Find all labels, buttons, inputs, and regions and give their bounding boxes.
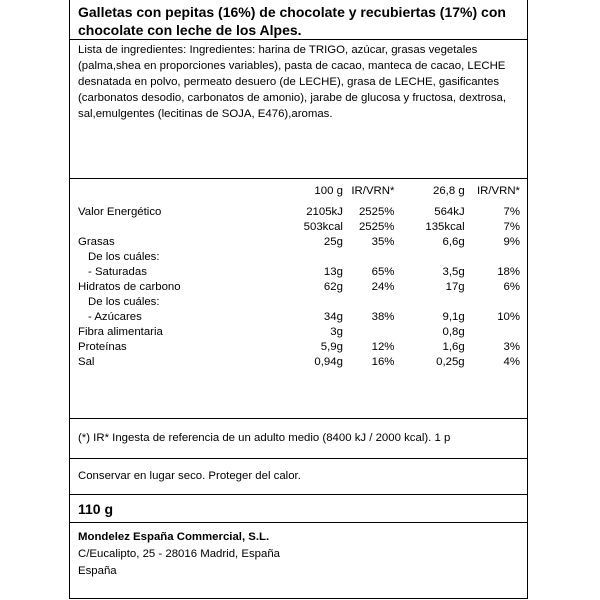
nutrition-cell-vp: 1,6g [442, 341, 465, 353]
nutrition-row [78, 325, 520, 340]
nutrition-cell-v100: 25g [323, 236, 343, 248]
divider-top [70, 39, 527, 40]
nutrition-cell-label: Proteínas [78, 341, 127, 353]
nutrition-header-row [78, 184, 520, 199]
nutrition-cell-ir100: 35% [371, 236, 395, 248]
nutrition-cell-vp: 17g [445, 281, 465, 293]
nutrition-cell-ir100 [343, 295, 395, 310]
nutrition-cell-ir100: 38% [371, 311, 395, 323]
nutrition-cell-vp: 6,6g [442, 236, 465, 248]
nutrition-row [78, 265, 520, 280]
nutrition-cell-vp: 3,5g [442, 266, 465, 278]
header-per-100g: 100 g [314, 185, 343, 197]
nutrition-cell-v100 [263, 295, 343, 310]
nutrition-row [78, 310, 520, 325]
nutrition-cell-ir100: 2525% [358, 221, 395, 233]
nutrition-cell-ir100: 16% [371, 356, 395, 368]
divider-storage [70, 458, 527, 459]
footnote: (*) IR* Ingesta de referencia de un adulto medio (8400 kJ / 2000 kcal). 1 p [78, 432, 451, 444]
nutrition-cell-irp: 9% [503, 236, 520, 248]
nutrition-table [78, 184, 520, 370]
nutrition-row [78, 340, 520, 355]
nutrition-cell-ir100: 24% [371, 281, 395, 293]
storage-instructions: Conservar en lugar seco. Proteger del calor. [78, 470, 301, 482]
nutrition-cell-irp: 7% [503, 206, 520, 218]
net-weight: 110 g [78, 501, 114, 517]
nutrition-row [78, 295, 520, 310]
header-ir-100g: IR/VRN* [351, 185, 395, 197]
nutrition-cell-irp: 7% [503, 221, 520, 233]
nutrition-cell-vp: 9,1g [442, 311, 465, 323]
divider-weight [70, 494, 527, 495]
nutrition-cell-label: De los cuáles: [88, 296, 160, 308]
nutrition-cell-vp: 0,25g [436, 356, 465, 368]
nutrition-cell-label: - Azúcares [88, 311, 142, 323]
nutrition-cell-vp: 0,8g [442, 326, 465, 338]
nutrition-cell-irp: 3% [503, 341, 520, 353]
nutrition-cell-label [78, 220, 263, 235]
company-name: Mondelez España Commercial, S.L. [78, 531, 270, 543]
nutrition-cell-irp: 6% [503, 281, 520, 293]
nutrition-cell-vp: 135kcal [425, 221, 465, 233]
nutrition-cell-label: Fibra alimentaria [78, 326, 163, 338]
nutrition-cell-v100: 62g [323, 281, 343, 293]
header-per-portion: 26,8 g [432, 185, 465, 197]
nutrition-cell-irp [465, 250, 520, 265]
nutrition-cell-v100: 3g [330, 326, 343, 338]
nutrition-cell-ir100: 2525% [358, 206, 395, 218]
nutrition-cell-irp: 10% [497, 311, 520, 323]
nutrition-cell-label: - Saturadas [88, 266, 147, 278]
nutrition-cell-v100: 503kcal [303, 221, 343, 233]
nutrition-cell-v100: 5,9g [320, 341, 343, 353]
nutrition-cell-irp: 18% [497, 266, 520, 278]
divider-nutrition [70, 178, 527, 179]
nutrition-row [78, 355, 520, 370]
nutrition-cell-v100: 2105kJ [306, 206, 343, 218]
nutrition-cell-v100 [263, 250, 343, 265]
nutrition-cell-label: Hidratos de carbono [78, 281, 181, 293]
nutrition-cell-vp [394, 250, 464, 265]
nutrition-cell-v100: 0,94g [314, 356, 343, 368]
nutrition-cell-vp: 564kJ [434, 206, 465, 218]
divider-company [70, 522, 527, 523]
nutrition-row [78, 220, 520, 235]
nutrition-row [78, 235, 520, 250]
nutrition-row [78, 280, 520, 295]
nutrition-cell-v100: 34g [323, 311, 343, 323]
nutrition-cell-irp: 4% [503, 356, 520, 368]
nutrition-cell-irp [465, 325, 520, 340]
company-country: España [78, 565, 117, 577]
nutrition-cell-label: Valor Energético [78, 206, 162, 218]
nutrition-cell-label: De los cuáles: [88, 251, 160, 263]
nutrition-cell-ir100 [343, 325, 395, 340]
nutrition-row [78, 250, 520, 265]
divider-footnote [70, 418, 527, 419]
nutrition-cell-ir100: 12% [371, 341, 395, 353]
header-ir-portion: IR/VRN* [476, 185, 520, 197]
header-label [78, 184, 263, 199]
product-title: Galletas con pepitas (16%) de chocolate y recubiertas (17%) con chocolate con leche de los Alpes. [78, 4, 506, 38]
nutrition-cell-ir100: 65% [371, 266, 395, 278]
nutrition-row [78, 205, 520, 220]
nutrition-cell-irp [465, 295, 520, 310]
nutrition-cell-label: Sal [78, 356, 95, 368]
company-address: C/Eucalipto, 25 - 28016 Madrid, España [78, 548, 280, 560]
nutrition-cell-vp [394, 295, 464, 310]
ingredients-list: Lista de ingredientes: Ingredientes: harina de TRIGO, azúcar, grasas vegetales (palma,shea en proporciones variables), pasta de cacao, manteca de cacao, LECHE desnatada en polvo, permeato desuero (de LECHE), grasa de LECHE, gasificantes (carbonatos desodio, carbonatos de amonio), jarabe de glucosa y fructosa, dextrosa, sal,emulgentes (lecitinas de SOJA, E476),aromas. [78, 44, 507, 120]
nutrition-cell-ir100 [343, 250, 395, 265]
nutrition-cell-v100: 13g [323, 266, 343, 278]
nutrition-cell-label: Grasas [78, 236, 115, 248]
